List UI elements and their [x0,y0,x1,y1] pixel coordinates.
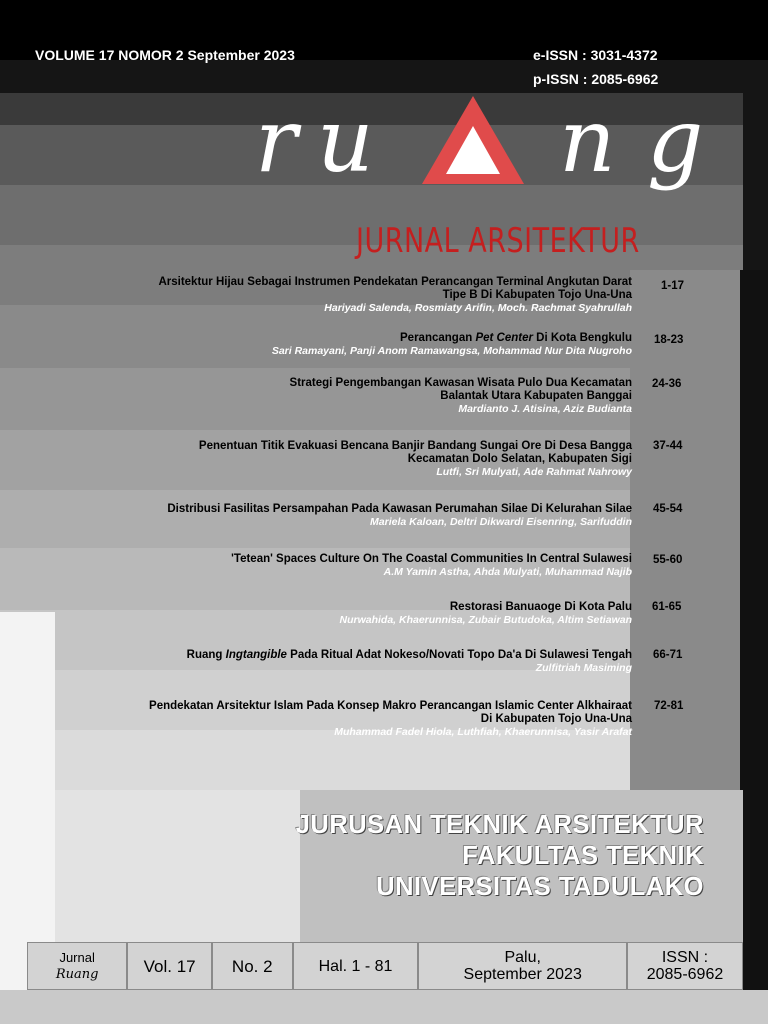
article-authors: Sari Ramayani, Panji Anom Ramawangsa, Mohammad Nur Dita Nugroho [271,345,632,357]
institution-line: FAKULTAS TEKNIK [462,842,704,870]
article-6[interactable] [20,553,632,579]
article-title: Strategi Pengembangan Kawasan Wisata Pulo Dua Kecamatan [289,377,632,389]
article-3[interactable] [20,377,632,416]
article-title: Kecamatan Dolo Selatan, Kabupaten Sigi [407,453,632,465]
footer-journal-label: Jurnal [59,950,95,965]
article-pages: 55-60 [653,554,683,566]
footer-journal-cell [27,942,127,990]
footer-hal: Hal. 1 - 81 [318,957,393,975]
footer-journal-logo: Ruang [55,967,99,982]
footer-vol-cell [127,942,212,990]
pissn: p-ISSN : 2085-6962 [533,71,659,87]
article-title: Ruang Ingtangible Pada Ritual Adat Nokeso/Novati Topo Da'a Di Sulawesi Tengah [186,649,632,661]
footer-issn-cell [627,942,743,990]
institution-line: UNIVERSITAS TADULAKO [376,873,704,901]
article-pages: 37-44 [653,440,683,452]
article-title: 'Tetean' Spaces Culture On The Coastal Communities In Central Sulawesi [231,553,632,565]
article-title: Penentuan Titik Evakuasi Bencana Banjir Bandang Sungai Ore Di Desa Bangga [198,440,632,452]
footer-issn: 2085-6962 [646,966,724,983]
article-authors: Muhammad Fadel Hiola, Luthfiah, Khaerunnisa, Yasir Arafat [334,726,632,738]
volume-line: VOLUME 17 NOMOR 2 September 2023 [35,47,295,63]
triangle-logo-icon [418,92,528,188]
article-7[interactable] [20,601,632,627]
article-title: Perancangan Pet Center Di Kota Bengkulu [400,332,632,344]
article-5[interactable] [20,503,632,529]
footer-date-cell [418,942,626,990]
footer-hal-cell [293,942,419,990]
article-4[interactable] [20,440,632,479]
journal-subtitle: JURNAL ARSITEKTUR [356,222,640,261]
article-pages: 61-65 [652,601,682,613]
footer-no-cell [212,942,293,990]
article-authors: Mardianto J. Atisina, Aziz Budianta [458,403,632,415]
article-authors: Lutfi, Sri Mulyati, Ade Rahmat Nahrowy [436,466,632,478]
footer-city: Palu, [504,949,541,966]
article-title: Distribusi Fasilitas Persampahan Pada Kawasan Perumahan Silae Di Kelurahan Silae [167,503,632,515]
article-pages: 18-23 [654,334,684,346]
article-title: Di Kabupaten Tojo Una-Una [480,713,632,725]
eissn: e-ISSN : 3031-4372 [533,47,658,63]
article-title: Balantak Utara Kabupaten Banggai [440,390,632,402]
institution-line: JURUSAN TEKNIK ARSITEKTUR [295,811,704,839]
article-authors: Nurwahida, Khaerunnisa, Zubair Butudoka, Altim Setiawan [339,614,632,626]
article-pages: 24-36 [652,378,682,390]
article-1[interactable] [20,276,632,315]
article-pages: 66-71 [653,649,683,661]
article-pages: 1-17 [661,280,685,292]
article-pages: 72-81 [654,700,684,712]
footer-bar [27,942,743,990]
article-title: Restorasi Banuaoge Di Kota Palu [449,601,632,613]
article-title: Tipe B Di Kabupaten Tojo Una-Una [442,289,632,301]
article-title: Arsitektur Hijau Sebagai Instrumen Pendekatan Perancangan Terminal Angkutan Darat [158,276,632,288]
article-authors: A.M Yamin Astha, Ahda Mulyati, Muhammad Najib [383,566,632,578]
article-authors: Hariyadi Salenda, Rosmiaty Arifin, Moch. Rachmat Syahrullah [324,302,632,314]
journal-logo: r u n g [255,89,704,192]
article-title: Pendekatan Arsitektur Islam Pada Konsep Makro Perancangan Islamic Center Alkhairaat [149,700,632,712]
footer-date: September 2023 [463,966,582,983]
footer-no: No. 2 [231,956,273,976]
article-authors: Mariela Kaloan, Deltri Dikwardi Eisenring, Sarifuddin [370,516,632,528]
article-8[interactable] [20,649,632,675]
footer-issn-label: ISSN : [661,949,709,966]
footer-vol: Vol. 17 [143,956,196,976]
article-authors: Zulfitriah Masiming [535,662,632,674]
article-9[interactable] [20,700,632,739]
article-2[interactable] [20,332,632,358]
article-pages: 45-54 [653,503,683,515]
